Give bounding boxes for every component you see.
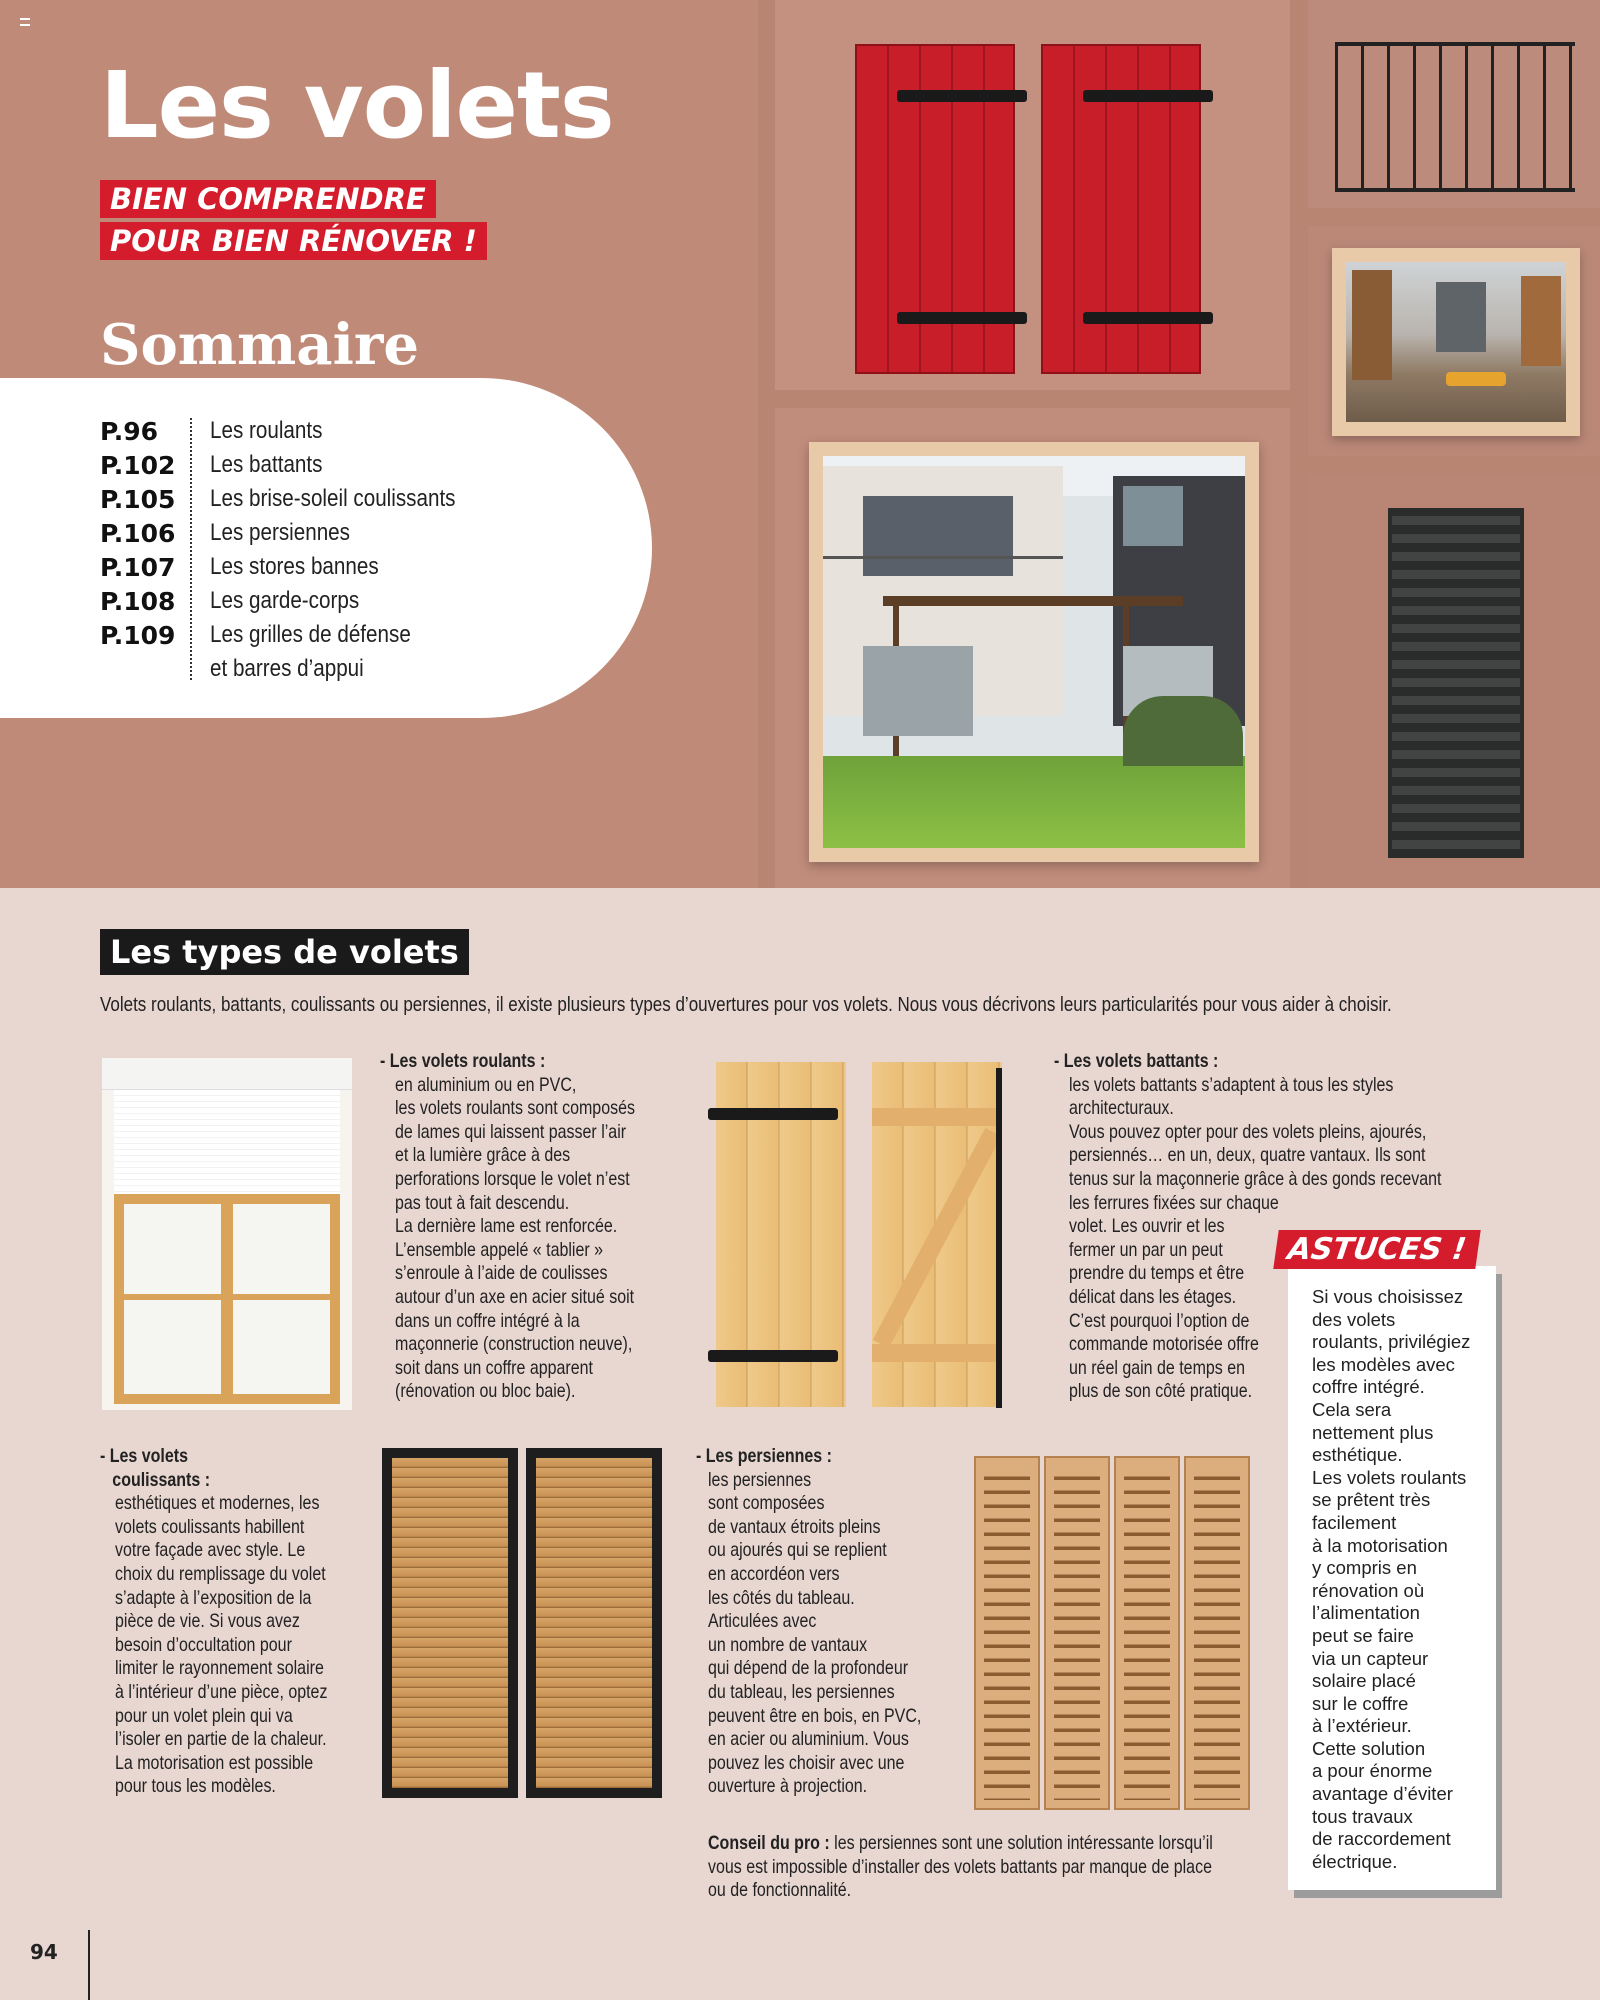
photo-panel-terrace — [1308, 226, 1600, 456]
toc-item[interactable] — [100, 584, 495, 618]
text-line: pièce de vie. Si vous avez — [115, 1610, 300, 1633]
text-line: votre façade avec style. Le — [115, 1539, 306, 1562]
text-line: via un capteur — [1312, 1647, 1429, 1669]
text-line: les ferrures fixées sur chaque — [1069, 1191, 1279, 1214]
toc-item[interactable] — [100, 482, 495, 516]
text-line: plus de son côté pratique. — [1069, 1380, 1253, 1403]
text-line: les modèles avec — [1312, 1353, 1455, 1375]
coulissants-heading-line: - Les volets — [100, 1445, 188, 1467]
railing-image — [1335, 42, 1575, 192]
astuces-text — [1312, 1286, 1470, 1873]
photo-panel-red-shutters — [775, 0, 1290, 390]
text-line: vous est impossible d’installer des volets battants par manque de place — [708, 1855, 1212, 1878]
table-of-contents — [100, 414, 495, 686]
toc-item[interactable] — [100, 414, 495, 448]
text-line: y compris en — [1312, 1557, 1417, 1579]
text-line: volet. Les ouvrir et les — [1069, 1215, 1225, 1238]
roulants-text — [380, 1050, 688, 1404]
text-line: C’est pourquoi l’option de — [1069, 1309, 1250, 1332]
battants-heading: - Les volets battants : — [1054, 1050, 1219, 1072]
hero-section — [0, 0, 1600, 888]
text-line: rénovation où — [1312, 1579, 1425, 1601]
text-line: besoin d’occultation pour — [115, 1633, 292, 1656]
text-line: un réel gain de temps en — [1069, 1356, 1246, 1379]
text-line: et la lumière grâce à des — [395, 1144, 571, 1167]
text-line: les volets battants s’adaptent à tous les styles — [1069, 1073, 1394, 1096]
text-line: Les volets roulants — [1312, 1466, 1467, 1488]
conseil-text: les persiennes sont une solution intéressante lorsqu’il — [829, 1832, 1213, 1854]
text-line: électrique. — [1312, 1850, 1398, 1872]
text-line: tous travaux — [1312, 1805, 1413, 1827]
text-line: L’ensemble appelé « tablier » — [395, 1238, 604, 1261]
text-line: nettement plus — [1312, 1421, 1434, 1443]
text-line: à la motorisation — [1312, 1534, 1448, 1556]
text-line: pouvez les choisir avec une — [708, 1751, 905, 1774]
red-shutter-image — [855, 44, 1015, 374]
toc-item[interactable] — [100, 618, 495, 652]
text-line: les volets roulants sont composés — [395, 1097, 635, 1120]
toc-page: P.108 — [100, 586, 176, 616]
persiennes-text — [696, 1445, 968, 1799]
text-line: Cela sera — [1312, 1398, 1392, 1420]
text-line: les persiennes — [708, 1468, 812, 1491]
toc-label: Les battants — [210, 451, 323, 478]
toc-label: Les roulants — [210, 417, 323, 444]
text-line: de vantaux étroits pleins — [708, 1515, 881, 1538]
persiennes-heading: - Les persiennes : — [696, 1445, 832, 1467]
toc-item[interactable] — [100, 652, 495, 686]
text-line: volets coulissants habillent — [115, 1515, 305, 1538]
text-line: Vous pouvez opter pour des volets pleins, ajourés, — [1069, 1120, 1427, 1143]
menu-icon[interactable] — [20, 18, 30, 26]
text-line: pour tous les modèles. — [115, 1775, 276, 1798]
sommaire-title: Sommaire — [100, 312, 419, 378]
text-line: architecturaux. — [1069, 1097, 1174, 1120]
text-line: en acier ou aluminium. Vous — [708, 1728, 909, 1751]
persiennes-image — [974, 1456, 1250, 1810]
text-line: Articulées avec — [708, 1610, 817, 1633]
text-line: dans un coffre intégré à la — [395, 1309, 580, 1332]
astuces-heading: ASTUCES ! — [1273, 1230, 1480, 1269]
text-line: ou ajourés qui se replient — [708, 1539, 887, 1562]
text-line: se prêtent très — [1312, 1489, 1431, 1511]
page-number: 94 — [30, 1940, 58, 1964]
toc-label: et barres d’appui — [210, 655, 364, 682]
text-line: solaire placé — [1312, 1670, 1416, 1692]
text-line: peuvent être en bois, en PVC, — [708, 1704, 922, 1727]
text-line: Cette solution — [1312, 1737, 1426, 1759]
toc-page: P.105 — [100, 484, 176, 514]
text-line: roulants, privilégiez — [1312, 1331, 1471, 1353]
subtitle-line-2: POUR BIEN RÉNOVER ! — [100, 222, 487, 260]
sliding-shutters-image — [382, 1448, 664, 1798]
text-line: soit dans un coffre apparent — [395, 1356, 593, 1379]
text-line: de lames qui laissent passer l’air — [395, 1120, 627, 1143]
house-photo — [809, 442, 1259, 862]
roller-shutter-image — [102, 1058, 352, 1410]
toc-label: Les garde-corps — [210, 587, 360, 614]
section-intro: Volets roulants, battants, coulissants ou persiennes, il existe plusieurs types d’ouvertures pour vos volets. Nous vous décrivons leurs particularités pour vous aider à choisir. — [100, 994, 1392, 1016]
text-line: des volets — [1312, 1308, 1396, 1330]
text-line: commande motorisée offre — [1069, 1333, 1259, 1356]
text-line: de raccordement — [1312, 1828, 1451, 1850]
toc-item[interactable] — [100, 448, 495, 482]
wooden-hinged-shutters-image — [708, 1058, 1014, 1413]
subtitle-banner — [100, 180, 487, 264]
text-line: La motorisation est possible — [115, 1751, 314, 1774]
text-line: facilement — [1312, 1511, 1397, 1533]
text-line: coffre intégré. — [1312, 1376, 1425, 1398]
section-title: Les types de volets — [100, 929, 469, 975]
conseil-label: Conseil du pro : — [708, 1832, 830, 1854]
toc-item[interactable] — [100, 516, 495, 550]
toc-page: P.102 — [100, 450, 176, 480]
text-line: à l’extérieur. — [1312, 1715, 1412, 1737]
text-line: esthétique. — [1312, 1444, 1403, 1466]
text-line: perforations lorsque le volet n’est — [395, 1167, 630, 1190]
text-line: l’isoler en partie de la chaleur. — [115, 1728, 327, 1751]
text-line: avantage d’éviter — [1312, 1783, 1453, 1805]
text-line: limiter le rayonnement solaire — [115, 1657, 324, 1680]
toc-page: P.109 — [100, 620, 176, 650]
coulissants-heading-line: coulissants : — [112, 1468, 211, 1491]
conseil-line-1 — [708, 1832, 1213, 1856]
text-line: l’alimentation — [1312, 1602, 1420, 1624]
text-line: ou de fonctionnalité. — [708, 1879, 852, 1902]
text-line: esthétiques et modernes, les — [115, 1492, 320, 1515]
toc-page: P.107 — [100, 552, 176, 582]
text-line: maçonnerie (construction neuve), — [395, 1333, 633, 1356]
text-line: (rénovation ou bloc baie). — [395, 1380, 576, 1403]
text-line: du tableau, les persiennes — [708, 1680, 895, 1703]
text-line: Si vous choisissez — [1312, 1286, 1464, 1307]
photo-panel-house — [775, 408, 1290, 888]
text-line: La dernière lame est renforcée. — [395, 1215, 618, 1238]
page-rule — [88, 1930, 90, 2000]
terrace-photo — [1332, 248, 1580, 436]
toc-label: Les brise-soleil coulissants — [210, 485, 456, 512]
text-line: a pour énorme — [1312, 1760, 1433, 1782]
text-line: à l’intérieur d’une pièce, optez — [115, 1680, 328, 1703]
text-line: choix du remplissage du volet — [115, 1562, 326, 1585]
subtitle-line-1: BIEN COMPRENDRE — [100, 180, 436, 218]
roulants-heading: - Les volets roulants : — [380, 1050, 546, 1072]
toc-label: Les stores bannes — [210, 553, 379, 580]
text-line: s’adapte à l’exposition de la — [115, 1586, 312, 1609]
text-line: un nombre de vantaux — [708, 1633, 868, 1656]
text-line: sont composées — [708, 1492, 825, 1515]
toc-label: Les grilles de défense — [210, 621, 411, 648]
conseil-du-pro — [708, 1832, 1324, 1903]
text-line: en accordéon vers — [708, 1562, 840, 1585]
text-line: en aluminium ou en PVC, — [395, 1073, 577, 1096]
text-line: prendre du temps et être — [1069, 1262, 1245, 1285]
toc-page: P.106 — [100, 518, 176, 548]
text-line: qui dépend de la profondeur — [708, 1657, 909, 1680]
text-line: peut se faire — [1312, 1624, 1414, 1646]
text-line: les côtés du tableau. — [708, 1586, 855, 1609]
coulissants-text — [100, 1445, 374, 1799]
text-line: délicat dans les étages. — [1069, 1285, 1237, 1308]
text-line: persiennés… en un, deux, quatre vantaux. Ils sont — [1069, 1144, 1426, 1167]
text-line: fermer un par un peut — [1069, 1238, 1223, 1261]
text-line: sur le coffre — [1312, 1692, 1409, 1714]
text-line: ouverture à projection. — [708, 1775, 868, 1798]
red-shutter-image — [1041, 44, 1201, 374]
text-line: pas tout à fait descendu. — [395, 1191, 570, 1214]
toc-page: P.96 — [100, 416, 159, 446]
dark-sliding-shutter-image — [1388, 508, 1524, 858]
text-line: tenus sur la maçonnerie grâce à des gonds recevant — [1069, 1167, 1442, 1190]
text-line: autour d’un axe en acier situé soit — [395, 1285, 635, 1308]
toc-label: Les persiennes — [210, 519, 350, 546]
page-title: Les volets — [100, 52, 614, 159]
text-line: pour un volet plein qui va — [115, 1704, 293, 1727]
text-line: s’enroule à l’aide de coulisses — [395, 1262, 608, 1285]
toc-item[interactable] — [100, 550, 495, 584]
